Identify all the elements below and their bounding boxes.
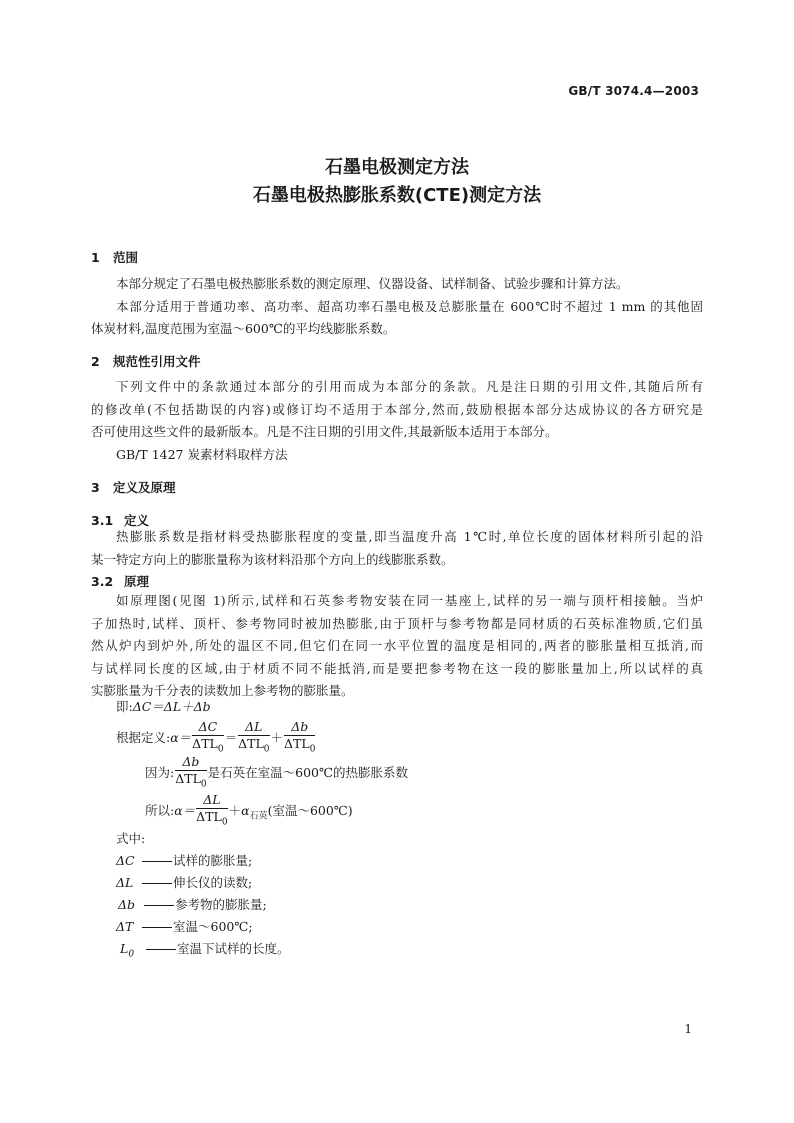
denominator: $\Delta TL_0$	[175, 771, 207, 790]
fraction-db	[175, 755, 206, 792]
paragraph-line: 实膨胀量为千分表的读数加上参考物的膨胀量。	[91, 683, 354, 698]
legend-dash	[142, 883, 172, 885]
formula-suffix: (室温～600℃)	[267, 802, 353, 818]
subsection-3-1-body	[91, 526, 703, 571]
legend-item	[116, 873, 252, 891]
subsection-3-2-heading	[91, 572, 149, 590]
paragraph-line: 下列文件中的条款通过本部分的引用而成为本部分的条款。凡是注日期的引用文件,其随后所有	[116, 379, 703, 394]
paragraph-line: 子加热时,试样、顶杆、参考物同时被加热膨胀,由于顶杆与参考物都是同材质的石英标准物质,它们虽	[91, 615, 703, 631]
standard-code: GB/T 3074.4—2003	[568, 84, 699, 98]
plus-sign: ＋	[228, 802, 242, 818]
section-number: 1	[91, 250, 100, 265]
numerator: Δb	[175, 755, 206, 771]
formula-prefix: 因为:	[145, 764, 175, 780]
document-title-line2: 石墨电极热膨胀系数(CTE)测定方法	[252, 185, 542, 206]
section-title: 规范性引用文件	[113, 354, 201, 369]
formula-expression: ΔC＝ΔL＋Δb	[132, 699, 211, 714]
formula-definition	[116, 720, 316, 757]
formula-prefix: 即:	[116, 699, 133, 714]
numerator: ΔL	[238, 720, 269, 736]
section-title: 范围	[113, 250, 139, 265]
legend-symbol: ΔL	[116, 875, 134, 890]
subsection-title: 定义	[124, 513, 150, 528]
denominator: $\Delta TL_0$	[196, 809, 228, 828]
equals-sign: ＝	[224, 729, 238, 745]
formula-result	[145, 793, 353, 830]
numerator: ΔC	[192, 720, 223, 736]
formula-prefix: 根据定义:	[116, 729, 171, 745]
formula-suffix: 是石英在室温～600℃的热膨胀系数	[207, 764, 408, 780]
legend-item	[120, 939, 290, 960]
document-title-line1: 石墨电极测定方法	[325, 157, 469, 178]
paragraph-line: 与试样同长度的区域,由于材质不同不能抵消,而是要把参考物在这一段的膨胀量加上,所以试样的真	[91, 660, 703, 676]
page-number: 1	[684, 1022, 692, 1036]
alpha-symbol: α	[241, 802, 250, 818]
paragraph-line: 本部分适用于普通功率、高功率、超高功率石墨电极及总膨胀量在 600℃时不超过 1 mm 的其他固	[116, 298, 703, 314]
paragraph-line: 某一特定方向上的膨胀量称为该材料沿那个方向上的线膨胀系数。	[91, 551, 454, 567]
section-number: 3	[91, 480, 100, 495]
subsection-3-2-body	[91, 590, 703, 703]
plus-sign: ＋	[270, 729, 284, 745]
fraction-dc	[192, 720, 223, 757]
paragraph-line: 然从炉内到炉外,所处的温区不同,但它们在同一水平位置的温度是相同的,两者的膨胀量相互抵消,而	[91, 638, 703, 653]
legend-item	[118, 895, 267, 913]
legend-symbol: Δb	[118, 897, 136, 912]
paragraph-line: 体炭材料,温度范围为室温～600℃的平均线膨胀系数。	[91, 321, 396, 336]
legend-description: 试样的膨胀量;	[173, 853, 253, 868]
legend-item	[116, 917, 253, 935]
alpha-equals: α＝	[174, 802, 196, 818]
section-3-heading	[91, 478, 176, 496]
alpha-equals: α＝	[170, 729, 192, 745]
formula-quartz-coefficient	[145, 755, 408, 792]
legend-dash	[142, 927, 172, 929]
numerator: ΔL	[196, 793, 227, 809]
fraction-dl	[196, 793, 227, 830]
legend-item	[116, 851, 252, 869]
legend-dash	[142, 861, 172, 863]
section-2-heading	[91, 352, 201, 370]
subsection-number: 3.1	[91, 513, 114, 528]
section-number: 2	[91, 354, 100, 369]
legend-intro: 式中:	[116, 831, 146, 846]
legend-symbol: ΔC	[116, 853, 135, 868]
paragraph-line: 如原理图(见图 1)所示,试样和石英参考物安装在同一基座上,试样的另一端与顶杆相接触。当炉	[116, 593, 703, 608]
paragraph-line: 的修改单(不包括勘误的内容)或修订均不适用于本部分,然而,鼓励根据本部分达成协议的各方研究是	[91, 401, 703, 417]
formula-total-expansion	[116, 697, 211, 715]
paragraph-line: 否可使用这些文件的最新版本。凡是不注日期的引用文件,其最新版本适用于本部分。	[91, 424, 558, 439]
legend-dash	[144, 905, 174, 907]
denominator: $\Delta TL_0$	[238, 736, 270, 755]
denominator: $\Delta TL_0$	[284, 736, 316, 755]
fraction-dl	[238, 720, 269, 757]
alpha-subscript: 石英	[249, 811, 268, 822]
legend-description: 室温下试样的长度。	[177, 941, 290, 956]
legend-description: 参考物的膨胀量;	[175, 897, 267, 912]
legend-description: 伸长仪的读数;	[173, 875, 253, 890]
section-2-body	[91, 376, 703, 466]
legend-symbol: ΔT	[116, 919, 134, 934]
denominator: $\Delta TL_0$	[192, 736, 224, 755]
section-title: 定义及原理	[113, 480, 176, 495]
formula-prefix: 所以:	[145, 802, 175, 818]
paragraph-line: 本部分规定了石墨电极热膨胀系数的测定原理、仪器设备、试样制备、试验步骤和计算方法。	[116, 276, 629, 291]
legend-description: 室温～600℃;	[173, 919, 253, 934]
subsection-number: 3.2	[91, 574, 114, 589]
legend-symbol: $L_0$	[120, 941, 135, 960]
section-1-body	[91, 273, 703, 341]
fraction-db	[284, 720, 315, 757]
subsection-title: 原理	[124, 574, 150, 589]
paragraph-line: 热膨胀系数是指材料受热膨胀程度的变量,即当温度升高 1℃时,单位长度的固体材料所引起的沿	[116, 529, 703, 544]
section-1-heading	[91, 248, 138, 266]
numerator: Δb	[284, 720, 315, 736]
legend-dash	[146, 949, 176, 951]
normative-reference: GB/T 1427 炭素材料取样方法	[116, 446, 288, 462]
